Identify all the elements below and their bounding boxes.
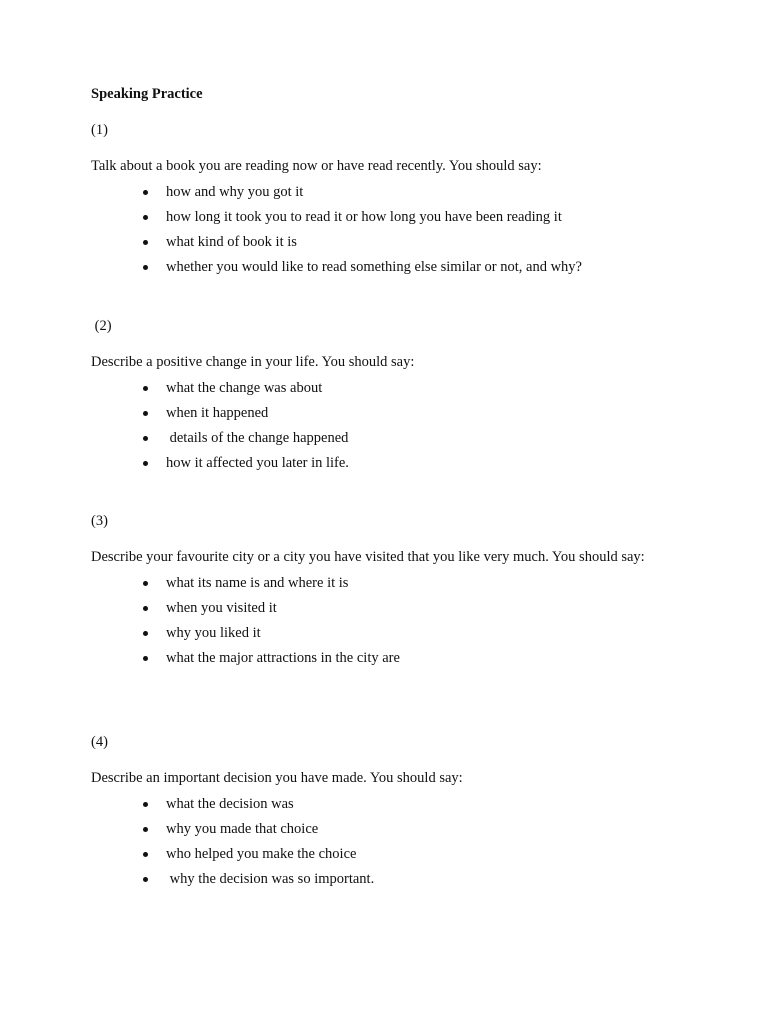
question-number: (3) — [91, 513, 108, 529]
bullet-item: how long it took you to read it or how long you have been reading it — [91, 205, 676, 230]
bullet-list — [91, 571, 676, 672]
bullet-list — [91, 792, 676, 893]
bullet-item: what the change was about — [91, 376, 676, 401]
question-prompt: Describe an important decision you have made. You should say: — [91, 770, 463, 786]
bullet-item: when it happened — [91, 401, 676, 426]
bullet-item: why the decision was so important. — [91, 867, 676, 892]
question-prompt: Talk about a book you are reading now or have read recently. You should say: — [91, 158, 542, 174]
question-number: (1) — [91, 122, 108, 138]
bullet-item: whether you would like to read something else similar or not, and why? — [91, 255, 676, 280]
bullet-list — [91, 376, 676, 477]
bullet-item: who helped you make the choice — [91, 842, 676, 867]
bullet-item: details of the change happened — [91, 426, 676, 451]
bullet-list — [91, 180, 676, 281]
bullet-item: how it affected you later in life. — [91, 451, 676, 476]
question-section-2 — [91, 316, 676, 477]
question-section-3 — [91, 511, 676, 672]
bullet-item: what its name is and where it is — [91, 571, 676, 596]
bullet-item: what the decision was — [91, 792, 676, 817]
bullet-item: why you liked it — [91, 621, 676, 646]
question-section-4 — [91, 732, 676, 893]
question-number: (2) — [91, 318, 112, 334]
bullet-item: what kind of book it is — [91, 230, 676, 255]
question-number: (4) — [91, 734, 108, 750]
page-title: Speaking Practice — [91, 86, 203, 102]
question-prompt: Describe a positive change in your life. You should say: — [91, 354, 415, 370]
bullet-item: when you visited it — [91, 596, 676, 621]
bullet-item: why you made that choice — [91, 817, 676, 842]
question-section-1 — [91, 120, 676, 281]
bullet-item: what the major attractions in the city are — [91, 646, 676, 671]
bullet-item: how and why you got it — [91, 180, 676, 205]
question-prompt: Describe your favourite city or a city you have visited that you like very much. You should say: — [91, 549, 645, 565]
